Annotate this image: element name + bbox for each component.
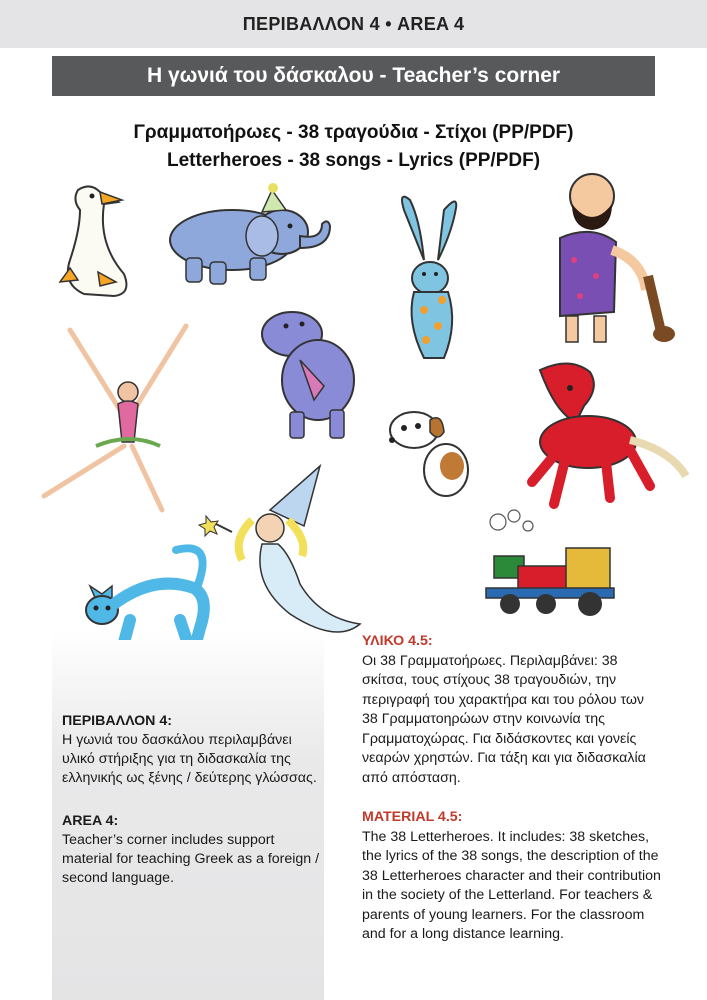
area-text-greek: Η γωνιά του δασκάλου περιλαμβάνει υλικό στήριξης για τη διδασκαλία της ελληνικής ως ξένης / δεύτερης γλώσσας. xyxy=(62,732,317,786)
fairy-icon xyxy=(199,466,360,632)
horse-icon xyxy=(532,363,686,504)
dog-icon xyxy=(389,412,468,496)
train-icon xyxy=(486,510,614,616)
area-info-english xyxy=(62,812,322,888)
area-info-greek xyxy=(62,712,322,788)
material-heading-greek: ΥΛΙΚΟ 4.5: xyxy=(362,633,433,649)
material-heading-english: MATERIAL 4.5: xyxy=(362,809,463,825)
material-text-greek: Οι 38 Γραμματοήρωες. Περιλαμβάνει: 38 σκίτσα, τους στίχους 38 τραγουδιών, την περιγραφή του χαρακτήρα και του ρόλου των 38 Γραμματοηρώων στην κοινωνία της Γραμματοχώρας. Για διδάσκοντες και γονείς νεαρών χρηστών. Για τάξη και για διδασκαλία από απόσταση. xyxy=(362,652,646,786)
duck-icon xyxy=(60,186,126,296)
material-text-english: The 38 Letterheroes. It includes: 38 sketches, the lyrics of the 38 songs, the description of the 38 Letterheroes character and their contribution in the society of the Letterland. For teachers & parents of young learners. For the classroom and for a long distance learning. xyxy=(362,828,661,942)
letterheroes-illustrations xyxy=(0,170,707,640)
material-info-greek xyxy=(362,632,662,788)
area-heading-greek-colon: : xyxy=(167,713,172,729)
page-title: Η γωνιά του δάσκαλου - Teacher’s corner xyxy=(146,64,561,87)
hippo-icon xyxy=(262,312,354,438)
cat-icon xyxy=(86,548,204,640)
area-header-band xyxy=(0,0,707,48)
area-heading-english-colon: : xyxy=(113,813,119,829)
area-heading-english: AREA 4 xyxy=(62,813,114,829)
material-info-english xyxy=(362,808,662,945)
rabbit-icon xyxy=(402,197,456,358)
area-header-text: ΠΕΡΙΒΑΛΛΟΝ 4 • AREA 4 xyxy=(242,13,465,34)
area-text-english: Teacher’s corner includes support material for teaching Greek as a foreign / second language. xyxy=(62,832,320,886)
area-heading-greek: ΠΕΡΙΒΑΛΛΟΝ 4 xyxy=(62,713,168,729)
subtitle-greek: Γραμματοήρωες - 38 τραγούδια - Στίχοι (PP/PDF) xyxy=(133,122,574,143)
elephant-icon xyxy=(170,183,330,284)
title-bar xyxy=(52,56,655,96)
subtitle-english: Letterheroes - 38 songs - Lyrics (PP/PDF) xyxy=(166,150,541,171)
ballerina-icon xyxy=(44,326,186,510)
caveman-icon xyxy=(560,174,675,342)
